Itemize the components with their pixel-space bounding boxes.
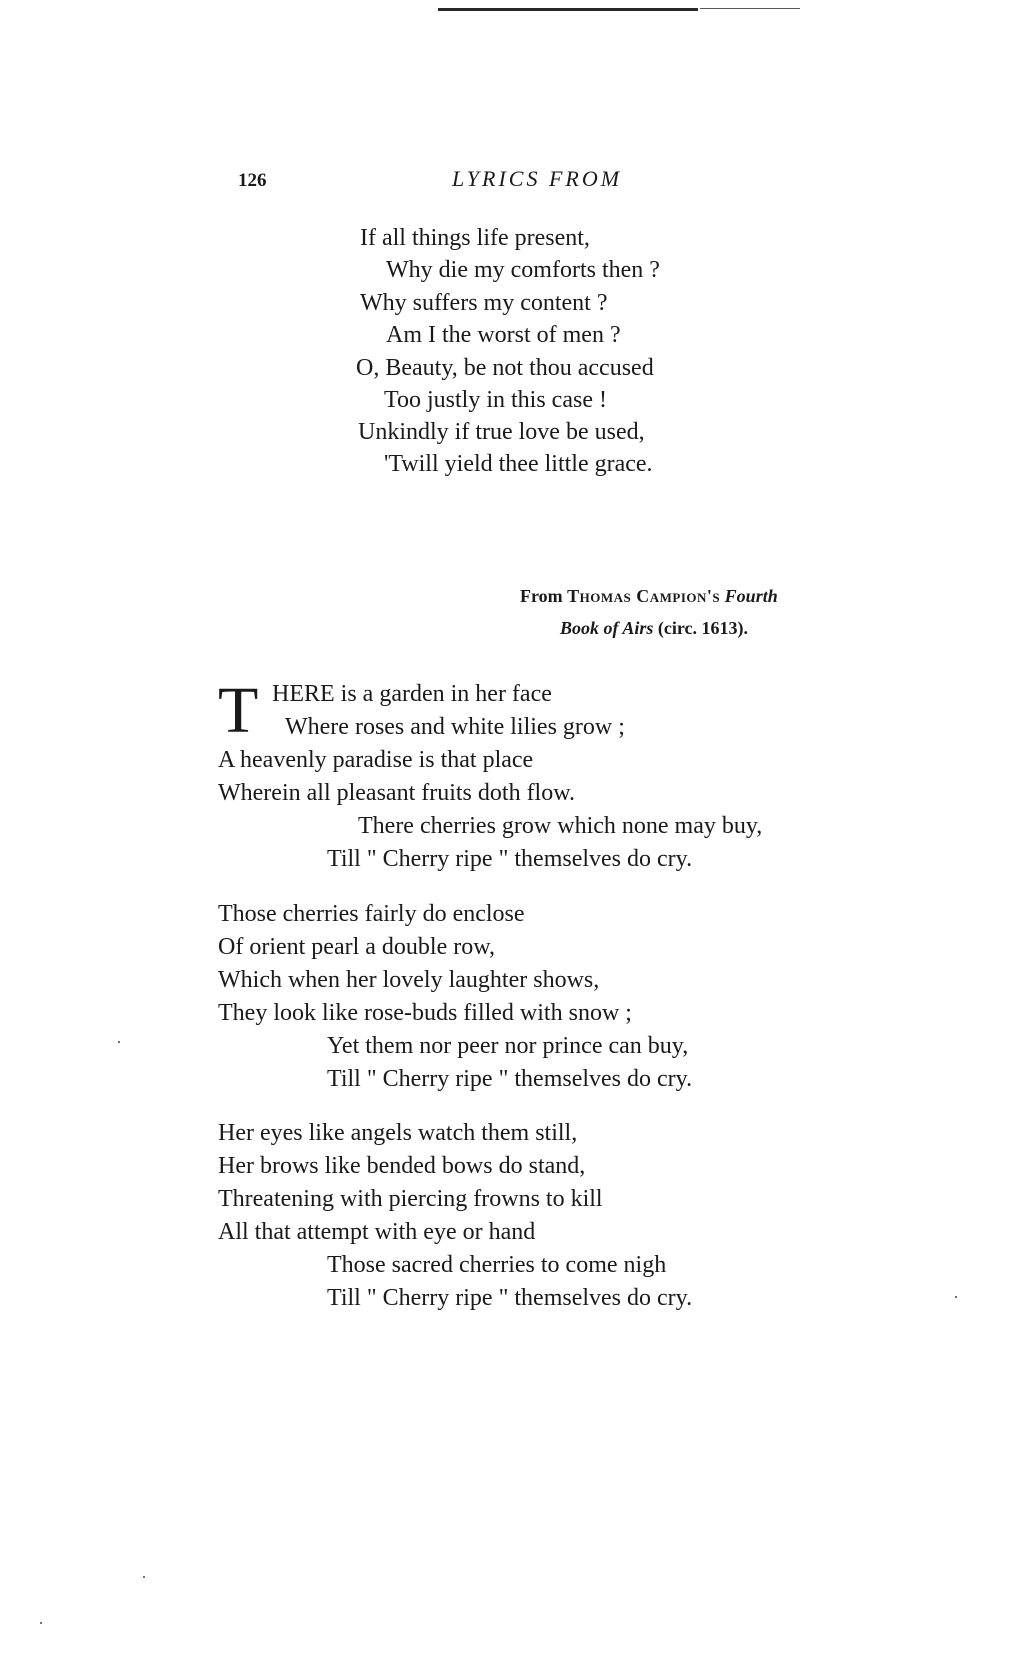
poem-line: Where roses and white lilies grow ; xyxy=(285,714,625,740)
poem-line: Yet them nor peer nor prince can buy, xyxy=(327,1033,689,1059)
poem-line: HERE is a garden in her face xyxy=(272,681,552,707)
poem-line: Those sacred cherries to come nigh xyxy=(327,1252,667,1278)
attribution-line-1 xyxy=(520,586,778,607)
drop-cap: T xyxy=(218,674,259,747)
poem-line: Those cherries fairly do enclose xyxy=(218,901,525,927)
poem-line: All that attempt with eye or hand xyxy=(218,1219,536,1245)
poem-line: They look like rose-buds filled with snow ; xyxy=(218,1000,632,1026)
poem-line: Till " Cherry ripe " themselves do cry. xyxy=(327,846,693,872)
poem-line: Too justly in this case ! xyxy=(384,387,607,413)
poem-line: Am I the worst of men ? xyxy=(386,322,621,348)
scan-speck xyxy=(143,1576,145,1578)
scan-speck xyxy=(118,1041,120,1043)
poem-line: Unkindly if true love be used, xyxy=(358,419,645,445)
scan-speck xyxy=(955,1296,957,1298)
poem-line: Till " Cherry ripe " themselves do cry. xyxy=(327,1285,693,1311)
attribution-author: Thomas Campion's xyxy=(567,586,721,606)
poem-line: Which when her lovely laughter shows, xyxy=(218,967,600,993)
poem-line: Her brows like bended bows do stand, xyxy=(218,1153,586,1179)
poem-line: O, Beauty, be not thou accused xyxy=(356,355,654,381)
poem-line: Why suffers my content ? xyxy=(360,290,608,316)
attribution-title: Book of Airs xyxy=(560,618,654,638)
poem-line: Threatening with piercing frowns to kill xyxy=(218,1186,603,1212)
scan-artifact-rule xyxy=(700,8,800,9)
page-number: 126 xyxy=(238,170,267,191)
poem-line: Of orient pearl a double row, xyxy=(218,934,496,960)
scan-artifact-rule xyxy=(438,8,698,11)
running-head: LYRICS FROM xyxy=(452,166,623,191)
attribution-date: (circ. 1613). xyxy=(653,618,748,638)
poem-line: 'Twill yield thee little grace. xyxy=(384,451,653,477)
attribution-title: Fourth xyxy=(724,586,778,606)
attribution-prefix: From xyxy=(520,586,568,606)
poem-line: Till " Cherry ripe " themselves do cry. xyxy=(327,1066,693,1092)
poem-line: Wherein all pleasant fruits doth flow. xyxy=(218,780,575,806)
poem-line: Why die my comforts then ? xyxy=(386,257,660,283)
poem-line: There cherries grow which none may buy, xyxy=(358,813,763,839)
attribution-line-2 xyxy=(560,618,748,639)
poem-line: If all things life present, xyxy=(360,225,590,251)
scan-speck xyxy=(40,1622,42,1624)
poem-line: Her eyes like angels watch them still, xyxy=(218,1120,578,1146)
poem-line: A heavenly paradise is that place xyxy=(218,747,534,773)
